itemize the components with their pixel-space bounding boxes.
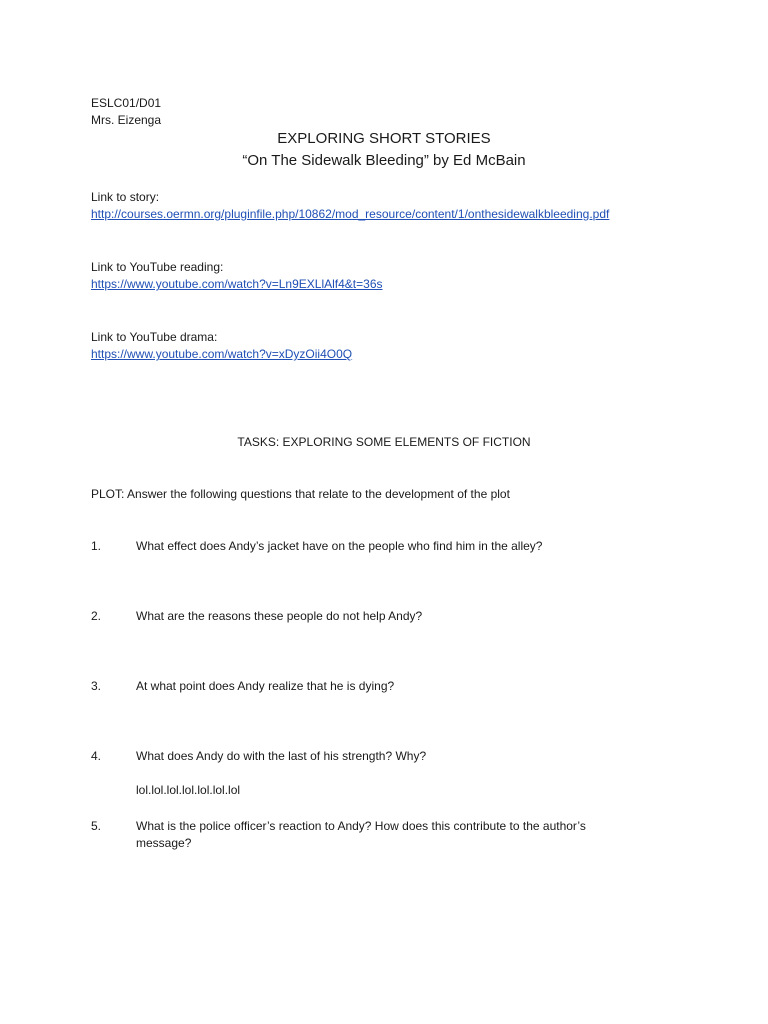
document-title: EXPLORING SHORT STORIES [277, 130, 491, 147]
question-number: 3. [91, 679, 102, 693]
question-text: What does Andy do with the last of his strength? Why? [136, 749, 427, 763]
youtube-reading-label: Link to YouTube reading: [91, 260, 224, 274]
answer-text: lol.lol.lol.lol.lol.lol.lol [136, 783, 241, 797]
question-number: 1. [91, 539, 102, 553]
story-title: “On The Sidewalk Bleeding” by Ed McBain [242, 152, 526, 169]
youtube-drama-label: Link to YouTube drama: [91, 330, 218, 344]
youtube-drama-row [91, 346, 352, 362]
youtube-drama-link[interactable]: https://www.youtube.com/watch?v=xDyzOii4O0Q [91, 347, 353, 361]
youtube-reading-row [91, 276, 383, 292]
story-link-label: Link to story: [91, 190, 160, 204]
question-text: What effect does Andy’s jacket have on the people who find him in the alley? [136, 539, 543, 553]
plot-intro: PLOT: Answer the following questions that relate to the development of the plot [91, 487, 510, 501]
question-text: What is the police officer’s reaction to Andy? How does this contribute to the author’s message? [136, 819, 586, 850]
course-code: ESLC01/D01 [91, 96, 162, 110]
youtube-reading-link[interactable]: https://www.youtube.com/watch?v=Ln9EXLlAlf4&t=36s [91, 277, 383, 291]
story-link-row [91, 206, 609, 222]
tasks-heading: TASKS: EXPLORING SOME ELEMENTS OF FICTION [237, 435, 531, 449]
teacher-name: Mrs. Eizenga [91, 113, 162, 127]
question-number: 4. [91, 749, 102, 763]
story-link[interactable]: http://courses.oermn.org/pluginfile.php/10862/mod_resource/content/1/onthesidewalkbleeding.pdf [91, 207, 610, 221]
question-text: At what point does Andy realize that he is dying? [136, 679, 395, 693]
question-number: 5. [91, 819, 102, 833]
question-number: 2. [91, 609, 102, 623]
question-text: What are the reasons these people do not help Andy? [136, 609, 423, 623]
